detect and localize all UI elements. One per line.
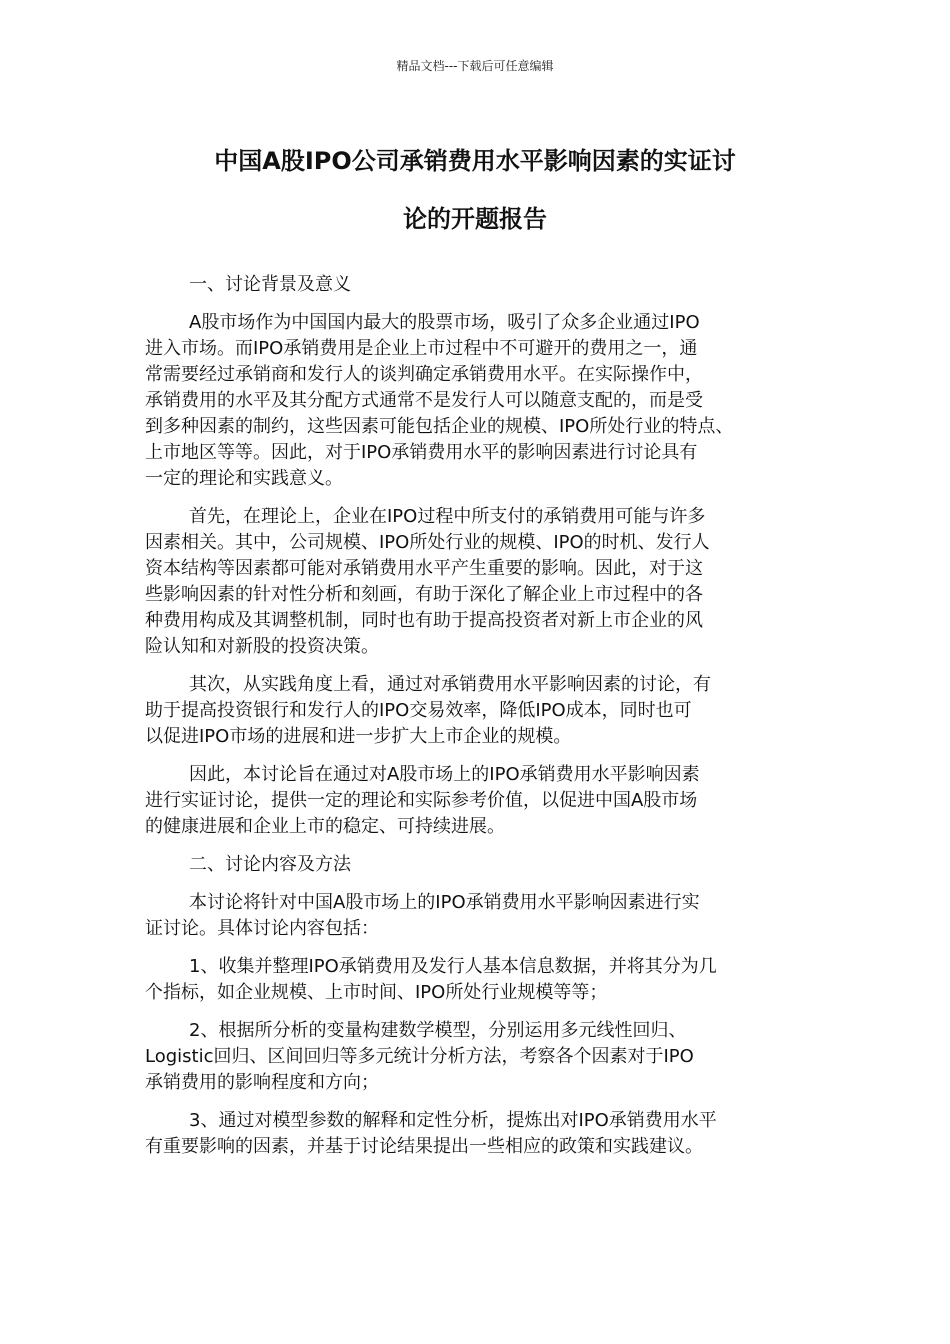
text-line: 承销费用的水平及其分配方式通常不是发行人可以随意支配的，而是受 [145, 390, 703, 411]
text-line: A股市场作为中国国内最大的股票市场，吸引了众多企业通过IPO [189, 312, 700, 333]
paragraph-theory [145, 504, 810, 660]
text-line: 3、通过对模型参数的解释和定性分析，提炼出对IPO承销费用水平 [189, 1110, 717, 1131]
text-line: 资本结构等因素都可能对承销费用水平产生重要的影响。因此，对于这 [145, 558, 703, 579]
text-line: 种费用构成及其调整机制，同时也有助于提高投资者对新上市企业的风 [145, 610, 703, 631]
text-line: 进入市场。而IPO承销费用是企业上市过程中不可避开的费用之一，通 [145, 338, 698, 359]
paragraph-content-intro [145, 890, 810, 942]
text-line: 一定的理论和实践意义。 [145, 468, 343, 489]
paragraph-purpose [145, 762, 810, 840]
document-body [145, 272, 810, 1172]
text-line: 到多种因素的制约，这些因素可能包括企业的规模、IPO所处行业的特点、 [145, 416, 734, 437]
text-line: 因此，本讨论旨在通过对A股市场上的IPO承销费用水平影响因素 [189, 764, 700, 785]
title-line-1: 中国A股IPO公司承销费用水平影响因素的实证讨 [214, 147, 736, 175]
paragraph-practice [145, 672, 810, 750]
text-line: 助于提高投资银行和发行人的IPO交易效率，降低IPO成本，同时也可 [145, 700, 692, 721]
paragraph-background [145, 310, 810, 492]
text-line: 2、根据所分析的变量构建数学模型，分别运用多元线性回归、 [189, 1020, 687, 1041]
section-heading-1: 一、讨论背景及意义 [189, 274, 351, 295]
text-line: 以促进IPO市场的进展和进一步扩大上市企业的规模。 [145, 726, 572, 747]
text-line: 上市地区等等。因此，对于IPO承销费用水平的影响因素进行讨论具有 [145, 442, 698, 463]
document-title [150, 132, 800, 248]
text-line: 因素相关。其中，公司规模、IPO所处行业的规模、IPO的时机、发行人 [145, 532, 710, 553]
page-header: 精品文档---下载后可任意编辑 [396, 59, 554, 73]
section-heading-2: 二、讨论内容及方法 [189, 854, 351, 875]
title-line-2: 论的开题报告 [403, 205, 547, 233]
text-line: 些影响因素的针对性分析和刻画，有助于深化了解企业上市过程中的各 [145, 584, 703, 605]
text-line: 的健康进展和企业上市的稳定、可持续进展。 [145, 816, 505, 837]
text-line: 本讨论将针对中国A股市场上的IPO承销费用水平影响因素进行实 [189, 892, 700, 913]
text-line: 险认知和对新股的投资决策。 [145, 636, 379, 657]
text-line: 有重要影响的因素，并基于讨论结果提出一些相应的政策和实践建议。 [145, 1136, 703, 1157]
text-line: Logistic回归、区间回归等多元统计分析方法，考察各个因素对于IPO [145, 1046, 694, 1067]
list-item-2 [145, 1018, 810, 1096]
text-line: 进行实证讨论，提供一定的理论和实际参考价值，以促进中国A股市场 [145, 790, 698, 811]
list-item-1 [145, 954, 810, 1006]
text-line: 个指标，如企业规模、上市时间、IPO所处行业规模等等； [145, 982, 608, 1003]
text-line: 证讨论。具体讨论内容包括： [145, 918, 379, 939]
list-item-3 [145, 1108, 810, 1160]
text-line: 其次，从实践角度上看，通过对承销费用水平影响因素的讨论，有 [189, 674, 711, 695]
text-line: 承销费用的影响程度和方向； [145, 1072, 379, 1093]
text-line: 1、收集并整理IPO承销费用及发行人基本信息数据，并将其分为几 [189, 956, 717, 977]
text-line: 常需要经过承销商和发行人的谈判确定承销费用水平。在实际操作中， [145, 364, 703, 385]
text-line: 首先，在理论上，企业在IPO过程中所支付的承销费用可能与许多 [189, 506, 706, 527]
